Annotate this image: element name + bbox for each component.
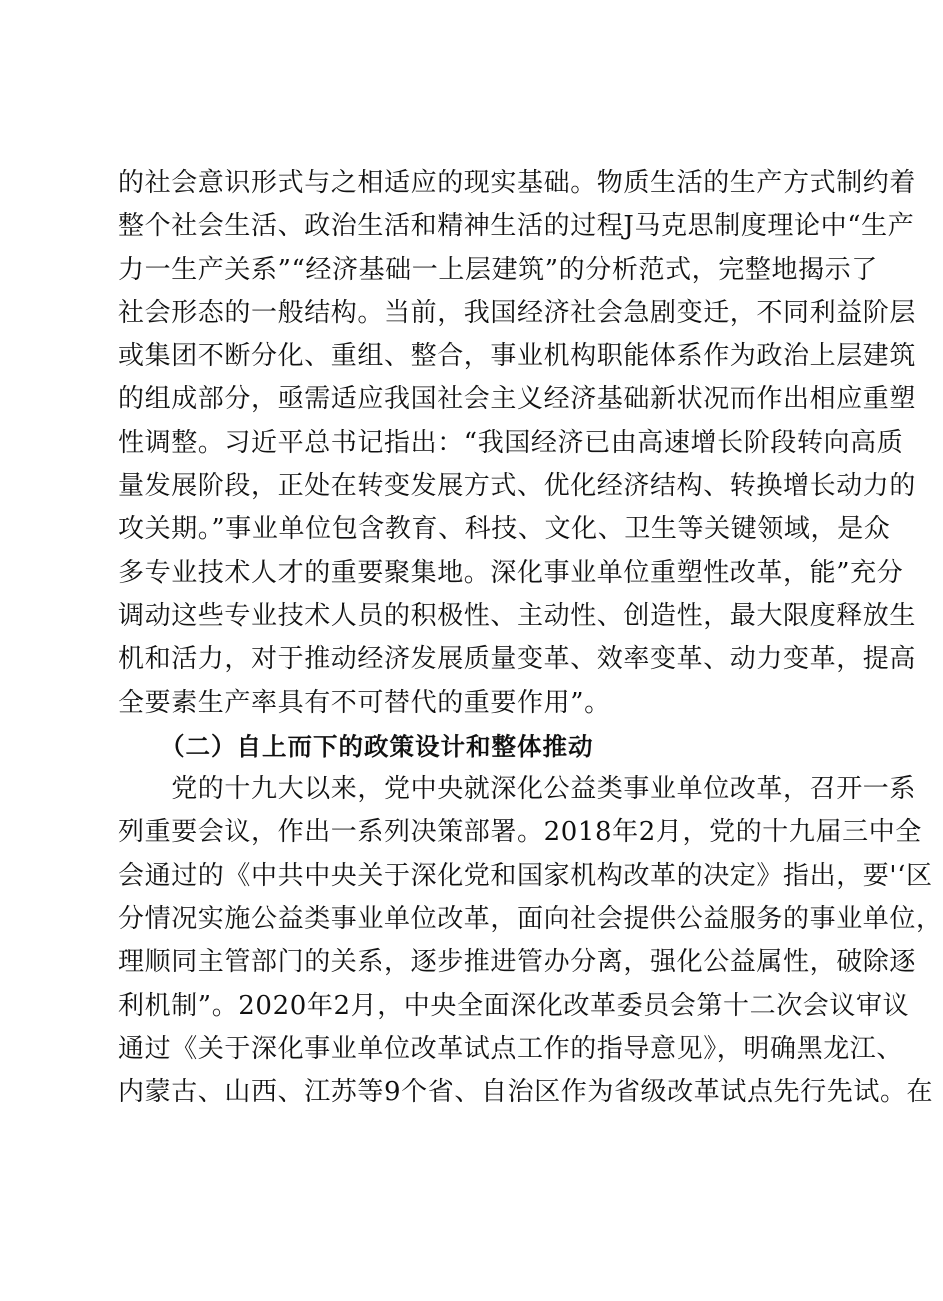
paragraph-line: 量发展阶段，正处在转变发展方式、优化经济结构、转换增长动力的 bbox=[118, 471, 917, 502]
paragraph-line: 整个社会生活、政治生活和精神生活的过程J马克思制度理论中“生产 bbox=[118, 211, 915, 242]
paragraph-line: 性调整。习近平总书记指出：“我国经济已由高速增长阶段转向高质 bbox=[118, 427, 904, 458]
paragraph-line: 利机制”。2020年2月，中央全面深化改革委员会第十二次会议审议 bbox=[118, 990, 910, 1021]
paragraph-line: 社会形态的一般结构。当前，我国经济社会急剧变迁，不同利益阶层 bbox=[118, 297, 917, 328]
document-body bbox=[118, 162, 943, 1115]
paragraph-line: 分情况实施公益类事业单位改革，面向社会提供公益服务的事业单位， bbox=[118, 904, 943, 935]
paragraph-line: 的社会意识形式与之相适应的现实基础。物质生活的生产方式制约着 bbox=[118, 168, 917, 198]
paragraph-line: 的组成部分，亟需适应我国社会主义经济基础新状况而作出相应重塑 bbox=[118, 384, 917, 415]
section-heading: （二）自上而下的政策设计和整体推动 bbox=[160, 731, 594, 761]
paragraph-line: 理顺同主管部门的关系，逐步推进管办分离，强化公益属性，破除逐 bbox=[118, 947, 917, 978]
paragraph-line: 多专业技术人才的重要聚集地。深化事业单位重塑性改革，能”充分 bbox=[118, 557, 904, 588]
paragraph-line: 会通过的《中共中央关于深化党和国家机构改革的决定》指出，要'‘区 bbox=[118, 860, 933, 891]
paragraph-line: 攻关期。”事业单位包含教育、科技、文化、卫生等关键领域，是众 bbox=[118, 514, 891, 545]
paragraph-line: 力一生产关系”“经济基础一上层建筑”的分析范式，完整地揭示了 bbox=[118, 254, 878, 285]
paragraph-line: 机和活力，对于推动经济发展质量变革、效率变革、动力变革，提高 bbox=[118, 644, 917, 675]
paragraph-line: 列重要会议，作出一系列决策部署。2018年2月，党的十九届三中全 bbox=[118, 817, 922, 848]
paragraph-line: 通过《关于深化事业单位改革试点工作的指导意见》，明确黑龙江、 bbox=[118, 1033, 904, 1064]
paragraph-line: 党的十九大以来，党中央就深化公益类事业单位改革，召开一系 bbox=[118, 774, 917, 805]
paragraph-line: 调动这些专业技术人员的积极性、主动性、创造性，最大限度释放生 bbox=[118, 600, 917, 631]
paragraph-line: 内蒙古、山西、江苏等9个省、自治区作为省级改革试点先行先试。在 bbox=[118, 1077, 934, 1108]
paragraph-line: 全要素生产率具有不可替代的重要作用”。 bbox=[118, 687, 611, 718]
paragraph-line: 或集团不断分化、重组、整合，事业机构职能体系作为政治上层建筑 bbox=[118, 341, 917, 372]
